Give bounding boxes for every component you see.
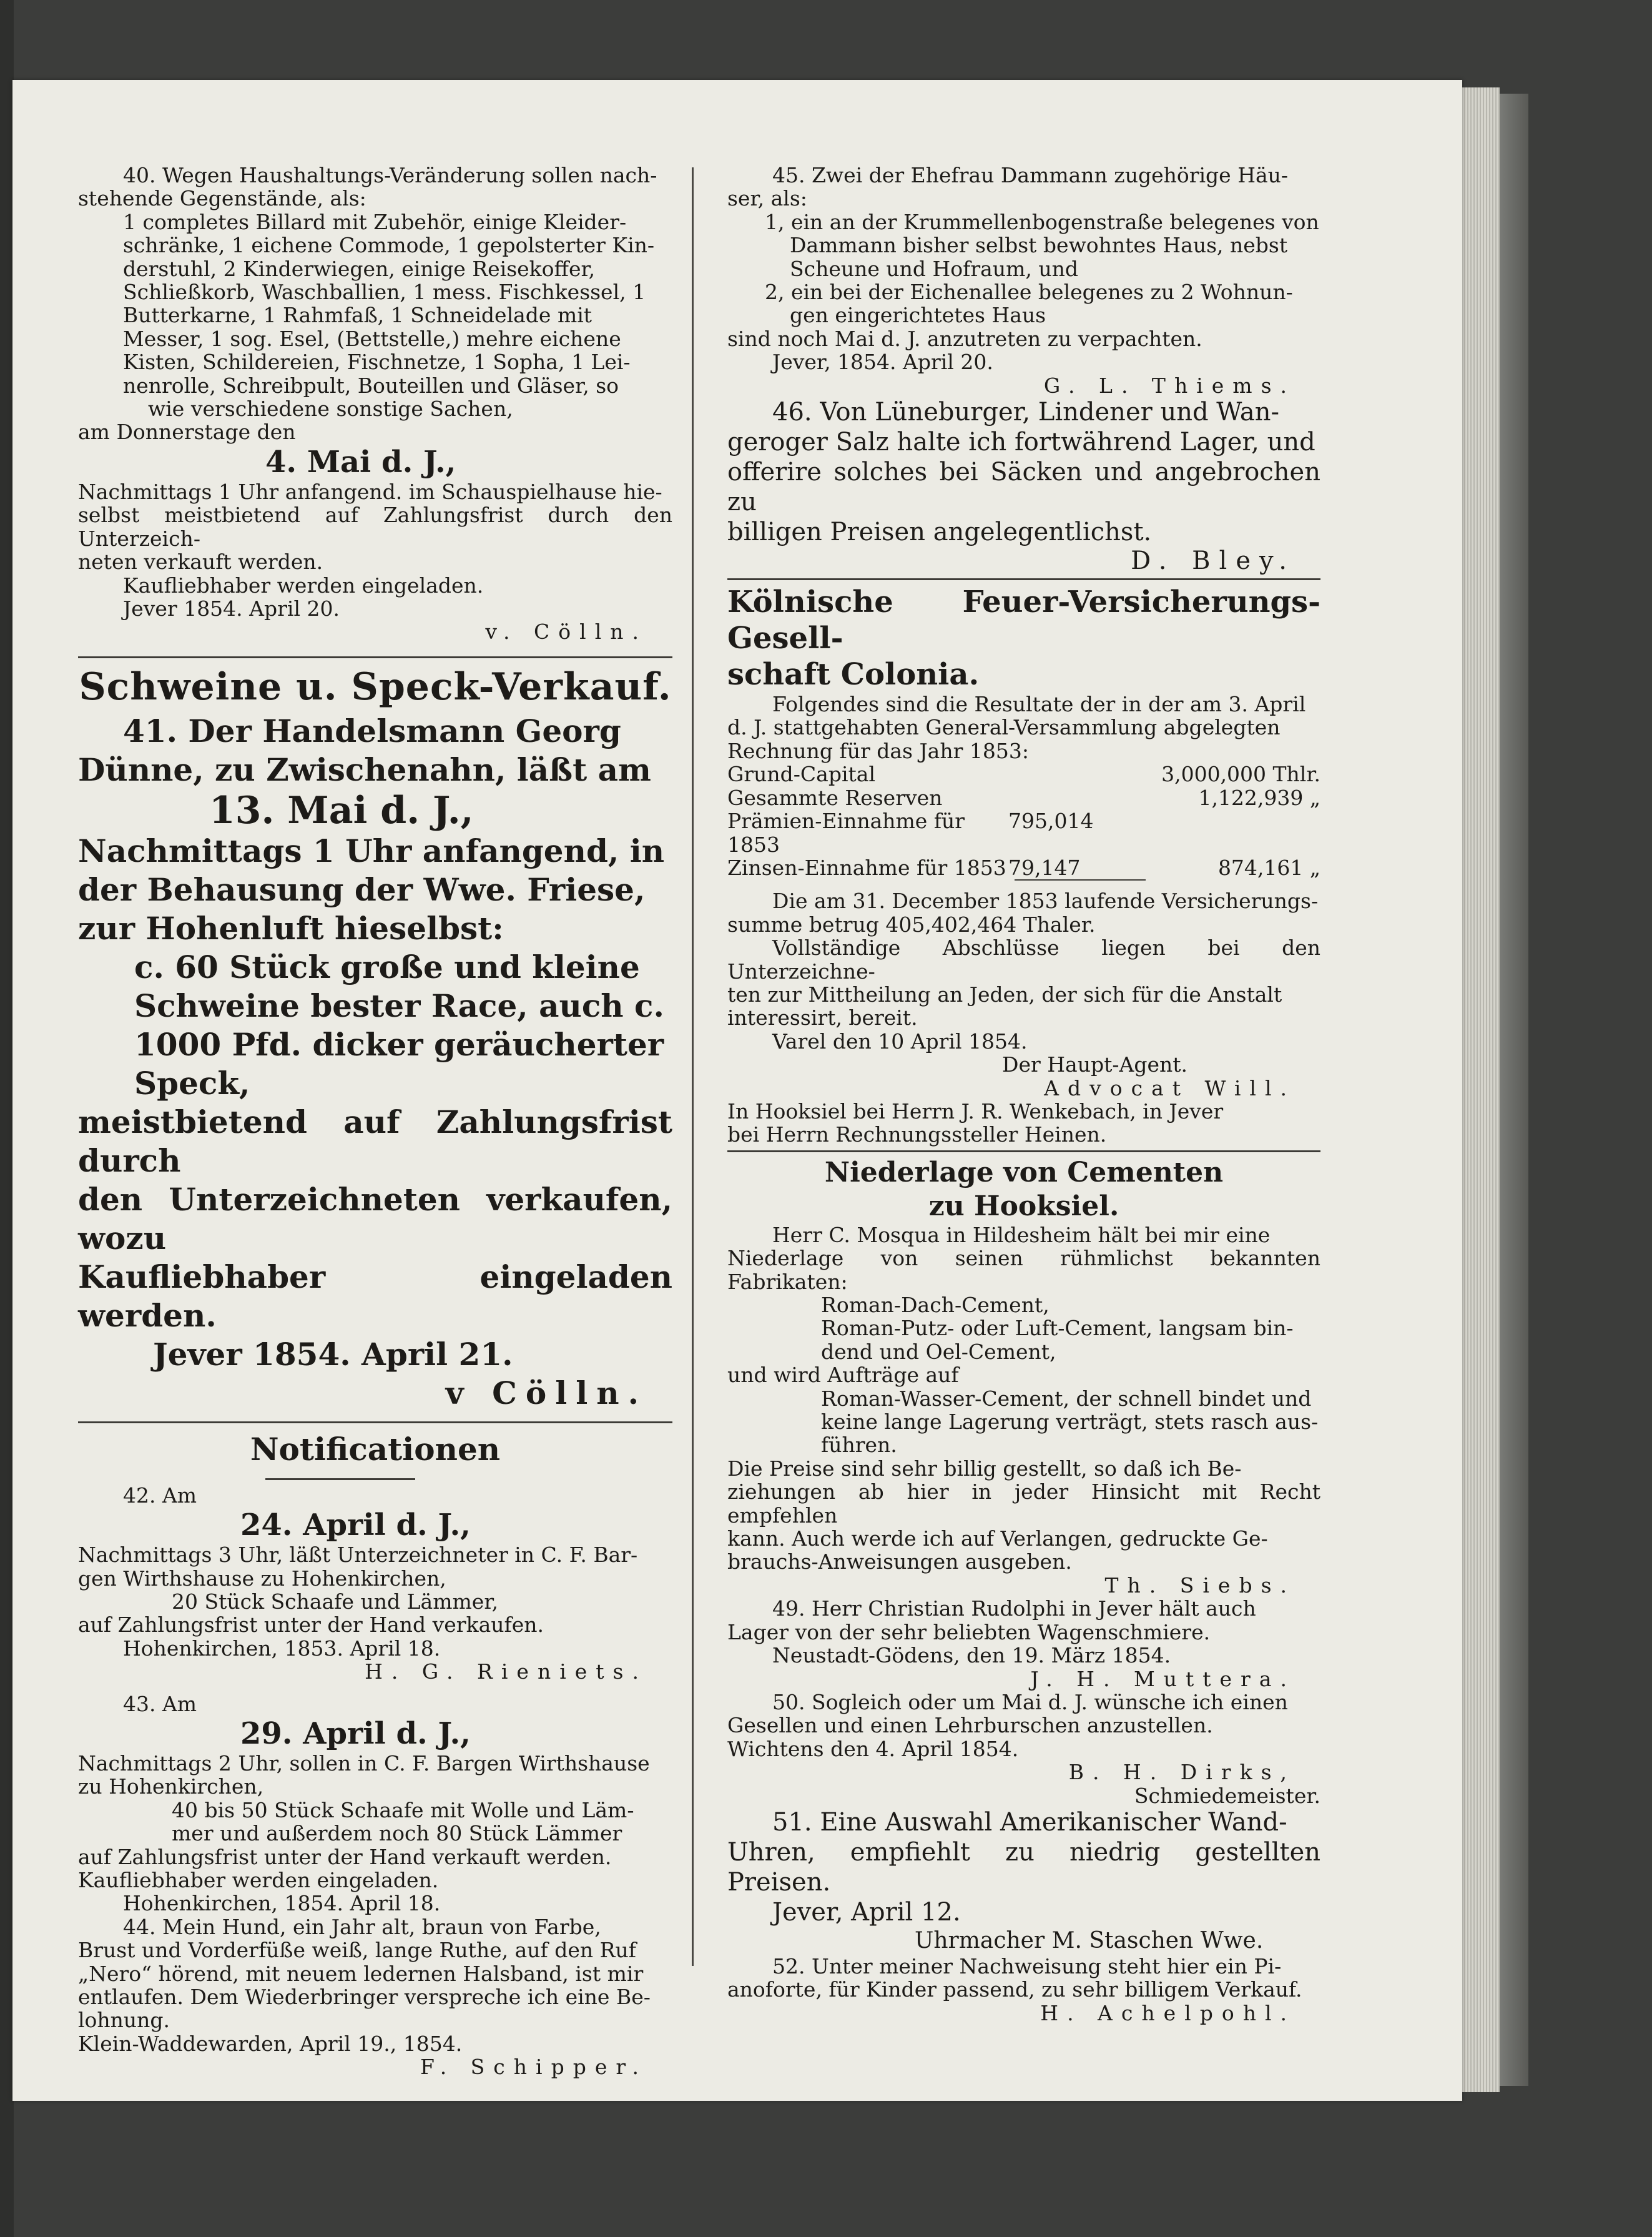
separator-short	[265, 1478, 415, 1480]
cement-prices: brauchs-Anweisungen ausgeben.	[727, 1549, 1072, 1574]
ad-49-place: Neustadt-Gödens, den 19. März 1854.	[772, 1643, 1171, 1668]
colonia-local: In Hooksiel bei Herrn J. R. Wenkebach, in Jever	[727, 1099, 1224, 1123]
ad-40-item: Messer, 1 sog. Esel, (Bettstelle,) mehre eichene	[123, 326, 621, 351]
ad-41-body: der Behausung der Wwe. Friese,	[78, 871, 646, 908]
cement-item: Roman-Dach-Cement,	[821, 1293, 1050, 1317]
ad-42-signature: H. G. Rieniets.	[365, 1659, 647, 1684]
ad-40-signature: v. Cölln.	[485, 620, 647, 644]
ad-45-item: 1, ein an der Krummellenbogenstraße belegenes von	[765, 209, 1319, 234]
ad-49-line: Lager von der sehr beliebten Wagenschmiere.	[727, 1619, 1211, 1644]
colonia-place: Varel den 10 April 1854.	[772, 1029, 1028, 1054]
ad-46-line: billigen Preisen angelegentlichst.	[727, 518, 1152, 547]
ad-43-tail: auf Zahlungsfrist unter der Hand verkauft werden.	[78, 1844, 612, 1869]
ad-45-items	[727, 210, 1320, 327]
ad-42-no: 42. Am	[123, 1483, 197, 1508]
colonia-local: bei Herrn Rechnungssteller Heinen.	[727, 1122, 1107, 1147]
ad-41-item: Schweine bester Race, auch c.	[134, 987, 664, 1024]
colonia-row-value: 1,122,939 „	[1198, 785, 1320, 810]
colonia-row-value: 3,000,000 Thlr.	[1161, 762, 1320, 787]
ad-42-item: 20 Stück Schaafe und Lämmer,	[172, 1589, 498, 1614]
ad-42-body: gen Wirthshause zu Hohenkirchen,	[78, 1566, 446, 1591]
ad-40-item: nenrolle, Schreibpult, Bouteillen und Gläser, so	[123, 373, 619, 398]
ad-41-body: Nachmittags 1 Uhr anfangend, in	[78, 832, 665, 869]
ad-40-line: stehende Gegenstände, als:	[78, 186, 366, 211]
cement-item: dend und Oel-Cement,	[821, 1339, 1056, 1364]
separator	[727, 578, 1320, 580]
ad-41-head: 41. Der Handelsmann Georg	[123, 712, 621, 749]
colonia-row	[727, 809, 1320, 856]
ad-45-place: Jever, 1854. April 20.	[772, 350, 993, 375]
ad-50-place: Wichtens den 4. April 1854.	[727, 1736, 1019, 1761]
colonia-row-label: Prämien-Einnahme für 1853	[727, 809, 965, 857]
ad-40-item: Kisten, Schildereien, Fischnetze, 1 Sopha, 1 Lei-	[123, 350, 631, 375]
ad-43-item: mer und außerdem noch 80 Stück Lämmer	[172, 1821, 622, 1846]
cement-item: führen.	[821, 1433, 897, 1458]
colonia-row	[727, 856, 1320, 879]
ad-50-line: 50. Sogleich oder um Mai d. J. wünsche ich einen	[772, 1689, 1288, 1714]
separator	[727, 1150, 1320, 1152]
ad-46-line: 46. Von Lüneburger, Lindener und Wan-	[772, 398, 1280, 427]
colonia-row-sub: 79,147	[1008, 855, 1081, 880]
background-left	[0, 0, 14, 2237]
separator	[78, 1421, 672, 1423]
ad-40-item: derstuhl, 2 Kinderwiegen, einige Reisekoffer,	[123, 256, 596, 281]
ad-43-place: Hohenkirchen, 1854. April 18.	[123, 1891, 441, 1916]
ad-43-body: Nachmittags 2 Uhr, sollen in C. F. Bargen Wirthshause	[78, 1751, 650, 1775]
ad-42-date: 24. April d. J.,	[240, 1508, 471, 1543]
colonia-agent: Der Haupt-Agent.	[1002, 1052, 1187, 1077]
ad-41-item: Speck,	[134, 1064, 250, 1102]
ad-40-body: selbst meistbietend auf Zahlungsfrist durch den Unterzeich-	[78, 503, 672, 551]
cement-item: Roman-Wasser-Cement, der schnell bindet und	[821, 1386, 1312, 1411]
section-notifications: Notificationen	[250, 1430, 501, 1468]
ad-42-place: Hohenkirchen, 1853. April 18.	[123, 1636, 441, 1661]
ad-43-item: 40 bis 50 Stück Schaafe mit Wolle und Läm-	[172, 1797, 634, 1822]
ad-41-item: 1000 Pfd. dicker geräucherter	[134, 1025, 664, 1063]
ad-40-item: Butterkarne, 1 Rahmfaß, 1 Schneidelade mit	[123, 303, 592, 328]
ad-41-signature: v Cölln.	[445, 1374, 647, 1411]
ad-44-line: „Nero“ hörend, mit neuem ledernen Halsband, ist mir	[78, 1961, 644, 1986]
ad-40-items	[78, 210, 672, 421]
ad-43-invite: Kaufliebhaber werden eingeladen.	[78, 1868, 439, 1892]
ad-45-head: ser, als:	[727, 186, 807, 211]
colonia-intro: d. J. stattgehabten General-Versammlung abgelegten	[727, 715, 1281, 740]
ad-50-line: Gesellen und einen Lehrburschen anzustellen.	[727, 1713, 1213, 1738]
colonia-row-label: Zinsen-Einnahme für 1853	[727, 855, 1006, 880]
cement-order: und wird Aufträge auf	[727, 1363, 959, 1388]
left-column	[78, 164, 672, 2079]
cement-item: Roman-Putz- oder Luft-Cement, langsam bin-	[821, 1316, 1294, 1341]
ad-49-line: 49. Herr Christian Rudolphi in Jever hält auch	[772, 1596, 1256, 1621]
cement-title: zu Hooksiel.	[928, 1190, 1119, 1222]
colonia-sum: Die am 31. December 1853 laufende Versicherungs-	[772, 889, 1319, 914]
separator	[78, 656, 672, 658]
ad-52-line: anoforte, für Kinder passend, zu sehr billigem Verkauf.	[727, 1977, 1302, 2002]
ad-51-line: Uhren, empfiehlt zu niedrig gestellten Preisen.	[727, 1837, 1320, 1897]
colonia-row-label: Grund-Capital	[727, 762, 876, 787]
colonia-row	[727, 763, 1320, 786]
ad-44-line: lohnung.	[78, 2008, 170, 2033]
ad-46-line: offerire solches bei Säcken und angebrochen zu	[727, 458, 1320, 517]
ad-41-place: Jever 1854. April 21.	[153, 1335, 513, 1373]
ad-42-body: Nachmittags 3 Uhr, läßt Unterzeichneter in C. F. Bar-	[78, 1543, 638, 1568]
column-divider	[692, 167, 694, 1966]
ad-43-date: 29. April d. J.,	[240, 1716, 471, 1751]
ad-51-line: 51. Eine Auswahl Amerikanischer Wand-	[772, 1807, 1287, 1837]
colonia-sum: interessirt, bereit.	[727, 1005, 918, 1030]
ad-46-signature: D. Bley.	[1131, 546, 1296, 576]
ad-52-line: 52. Unter meiner Nachweisung steht hier ein Pi-	[772, 1953, 1282, 1978]
colonia-row-sub	[1008, 763, 1108, 786]
cement-signature: Th. Siebs.	[1104, 1573, 1296, 1598]
cement-intro: Herr C. Mosqua in Hildesheim hält bei mir eine	[772, 1222, 1271, 1247]
cement-prices: Die Preise sind sehr billig gestellt, so daß ich Be-	[727, 1456, 1242, 1481]
colonia-sum: Vollständige Abschlüsse liegen bei den Unterzeichne-	[727, 936, 1320, 984]
colonia-row-sub: 795,014	[1008, 809, 1094, 834]
ad-52-signature: H. Achelpohl.	[1040, 2000, 1296, 2025]
ad-45-signature: G. L. Thiems.	[1043, 373, 1296, 398]
ad-44-line: entlaufen. Dem Wiederbringer verspreche ich eine Be-	[78, 1985, 651, 2010]
ad-51-place: Jever, April 12.	[772, 1897, 961, 1927]
cement-item: keine lange Lagerung verträgt, stets rasch aus-	[821, 1410, 1319, 1435]
colonia-row-label: Gesammte Reserven	[727, 785, 943, 810]
ad-44-line: Brust und Vorderfüße weiß, lange Ruthe, auf den Ruf	[78, 1938, 636, 1963]
ad-40-date: 4. Mai d. J.,	[265, 444, 456, 480]
right-column	[727, 164, 1320, 2025]
ad-40-line: 40. Wegen Haushaltungs-Veränderung sollen nach-	[123, 163, 657, 187]
ad-40-item: schränke, 1 eichene Commode, 1 gepolsterter Kin-	[123, 233, 655, 258]
cement-intro: Niederlage von seinen rühmlichst bekannten Fabrikaten:	[727, 1246, 1320, 1294]
ad-40-on: am Donnerstage den	[78, 420, 296, 445]
ad-40-item: 1 completes Billard mit Zubehör, einige Kleider-	[123, 209, 627, 234]
ad-45-item: 2, ein bei der Eichenallee belegenes zu 2 Wohnun-	[765, 280, 1293, 305]
ad-45-item: Scheune und Hofraum, und	[790, 256, 1078, 281]
ad-40-invite: Kaufliebhaber werden eingeladen.	[123, 573, 484, 598]
ad-45-tail: sind noch Mai d. J. anzutreten zu verpachten.	[727, 326, 1202, 351]
ad-41-date: 13. Mai d. J.,	[209, 788, 474, 832]
ad-43-no: 43. Am	[123, 1691, 197, 1716]
ad-41-item: c. 60 Stück große und kleine	[134, 948, 640, 985]
colonia-signature: Advocat Will.	[1044, 1075, 1296, 1100]
cement-title: Niederlage von Cementen	[824, 1156, 1224, 1188]
ad-45-head: 45. Zwei der Ehefrau Dammann zugehörige Häu-	[772, 163, 1289, 187]
colonia-intro: Folgendes sind die Resultate der in der am 3. April	[772, 692, 1306, 717]
book-spine	[1500, 94, 1528, 2086]
headline-pig-sale: Schweine u. Speck-Verkauf.	[79, 664, 672, 709]
page-edges	[1462, 87, 1500, 2092]
cement-items	[727, 1293, 1320, 1363]
ad-46-line: geroger Salz halte ich fortwährend Lager, und	[727, 428, 1315, 457]
colonia-intro: Rechnung für das Jahr 1853:	[727, 738, 1029, 763]
ad-41-tail: Kaufliebhaber eingeladen werden.	[78, 1258, 672, 1334]
colonia-row	[727, 786, 1320, 809]
ad-41-tail: meistbietend auf Zahlungsfrist durch	[78, 1103, 672, 1179]
ad-45-item: Dammann bisher selbst bewohntes Haus, nebst	[790, 233, 1288, 258]
cement-prices: ziehungen ab hier in jeder Hinsicht mit Recht empfehlen	[727, 1479, 1320, 1528]
ad-42-tail: auf Zahlungsfrist unter der Hand verkaufen.	[78, 1612, 544, 1637]
ad-51-signature: Uhrmacher M. Staschen Wwe.	[915, 1927, 1264, 1953]
ad-40-body: neten verkauft werden.	[78, 550, 323, 575]
colonia-table	[727, 763, 1320, 881]
ad-44-signature: F. Schipper.	[420, 2055, 647, 2080]
ad-40-body: Nachmittags 1 Uhr anfangend. im Schauspielhause hie-	[78, 479, 662, 504]
colonia-title: schaft Colonia.	[727, 657, 980, 693]
ad-40-place: Jever 1854. April 20.	[123, 596, 340, 621]
ad-41-head: Dünne, zu Zwischenahn, läßt am	[78, 751, 651, 788]
ad-41-tail: den Unterzeichneten verkaufen, wozu	[78, 1180, 672, 1257]
colonia-sum: ten zur Mittheilung an Jeden, der sich für die Anstalt	[727, 982, 1282, 1007]
ad-43-body: zu Hohenkirchen,	[78, 1774, 264, 1799]
ad-50-role: Schmiedemeister.	[1134, 1783, 1320, 1808]
ad-40-item: Schließkorb, Waschballien, 1 mess. Fischkessel, 1	[123, 280, 646, 305]
colonia-row-sub	[1008, 786, 1108, 809]
ad-40-item: wie verschiedene sonstige Sachen,	[148, 397, 513, 422]
cement-items-2	[727, 1387, 1320, 1457]
ad-49-signature: J. H. Muttera.	[1030, 1666, 1296, 1691]
ad-50-signature: B. H. Dirks,	[1068, 1760, 1296, 1785]
ad-41-body: zur Hohenluft hieselbst:	[78, 909, 504, 947]
ad-44-place: Klein-Waddewarden, April 19., 1854.	[78, 2031, 463, 2056]
ad-45-item: gen eingerichtetes Haus	[790, 303, 1046, 328]
colonia-row-value	[1108, 809, 1320, 856]
colonia-row-value: 874,161 „	[1217, 855, 1320, 880]
cement-prices: kann. Auch werde ich auf Verlangen, gedruckte Ge-	[727, 1526, 1268, 1551]
colonia-title: Kölnische Feuer-Versicherungs-Gesell-	[727, 585, 1320, 656]
ad-44-line: 44. Mein Hund, ein Jahr alt, braun von Farbe,	[123, 1914, 601, 1939]
ad-41-items	[78, 948, 672, 1103]
colonia-sum: summe betrug 405,402,464 Thaler.	[727, 912, 1096, 937]
